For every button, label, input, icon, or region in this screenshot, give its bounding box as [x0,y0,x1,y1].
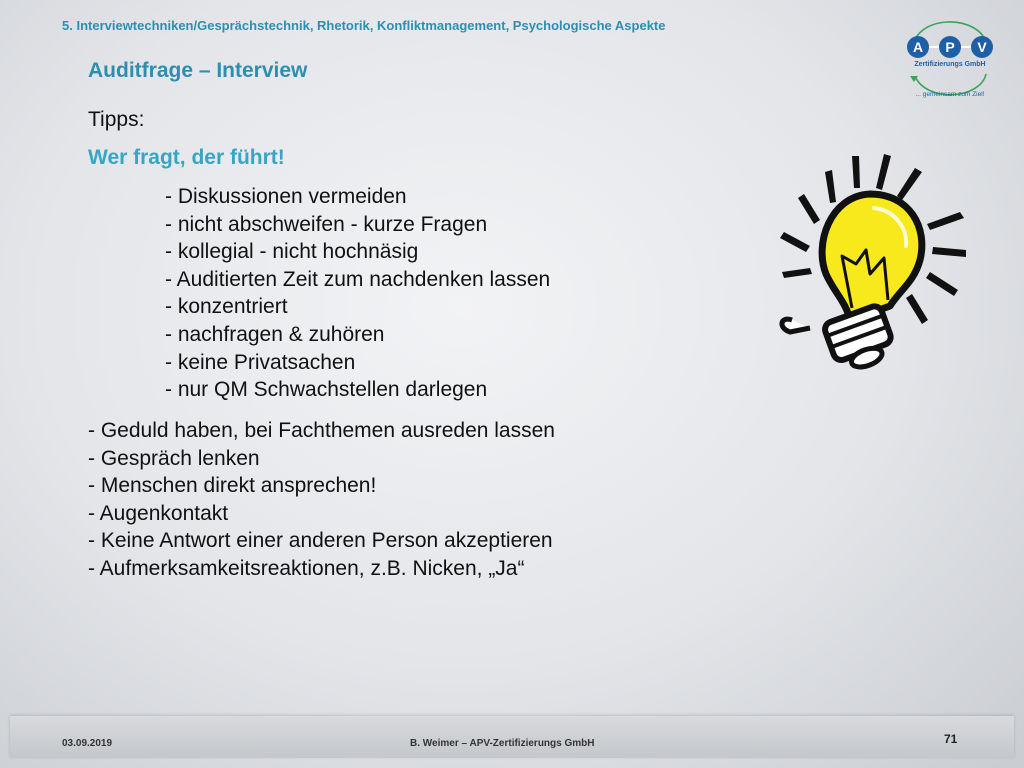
list-item: - Geduld haben, bei Fachthemen ausreden lassen [88,419,555,442]
section-header: 5. Interviewtechniken/Gesprächstechnik, Rhetorik, Konfliktmanagement, Psychologische Aspekte [62,18,666,33]
list-item: - keine Privatsachen [165,350,356,374]
slide-title: Auditfrage – Interview [88,59,308,82]
logo-slogan: ... gemeinsam zum Ziel! [915,91,985,98]
page-number: 71 [944,732,958,746]
tips-label: Tipps: [88,108,145,131]
list-item: - Augenkontakt [88,501,229,525]
list-item: - Auditierten Zeit zum nachdenken lassen [165,267,551,291]
footer-author: B. Weimer – APV-Zertifizierungs GmbH [410,738,595,749]
indented-tips-list [165,183,550,404]
svg-text:P: P [945,39,955,55]
main-tips-list [88,417,555,583]
list-item: - konzentriert [165,295,288,319]
list-item: - nachfragen & zuhören [165,322,385,346]
list-item: - kollegial - nicht hochnäsig [165,240,419,264]
list-item: - Menschen direkt ansprechen! [88,474,377,498]
logo-company: Zertifizierungs GmbH [914,61,986,68]
list-item: - Diskussionen vermeiden [165,185,407,208]
list-item: - nur QM Schwachstellen darlegen [165,378,488,402]
list-item: - Keine Antwort einer anderen Person akzeptieren [88,529,553,553]
list-item: - Gespräch lenken [88,446,260,470]
list-item: - Aufmerksamkeitsreaktionen, z.B. Nicken, „Ja“ [88,556,525,580]
svg-text:V: V [977,39,987,55]
footer-bar [10,716,1014,758]
apv-logo [900,18,1000,100]
footer-date: 03.09.2019 [62,738,113,749]
light-bulb-icon [770,150,970,375]
svg-text:A: A [912,39,924,55]
list-item: - nicht abschweifen - kurze Fragen [165,212,488,236]
motto: Wer fragt, der führt! [88,146,285,169]
